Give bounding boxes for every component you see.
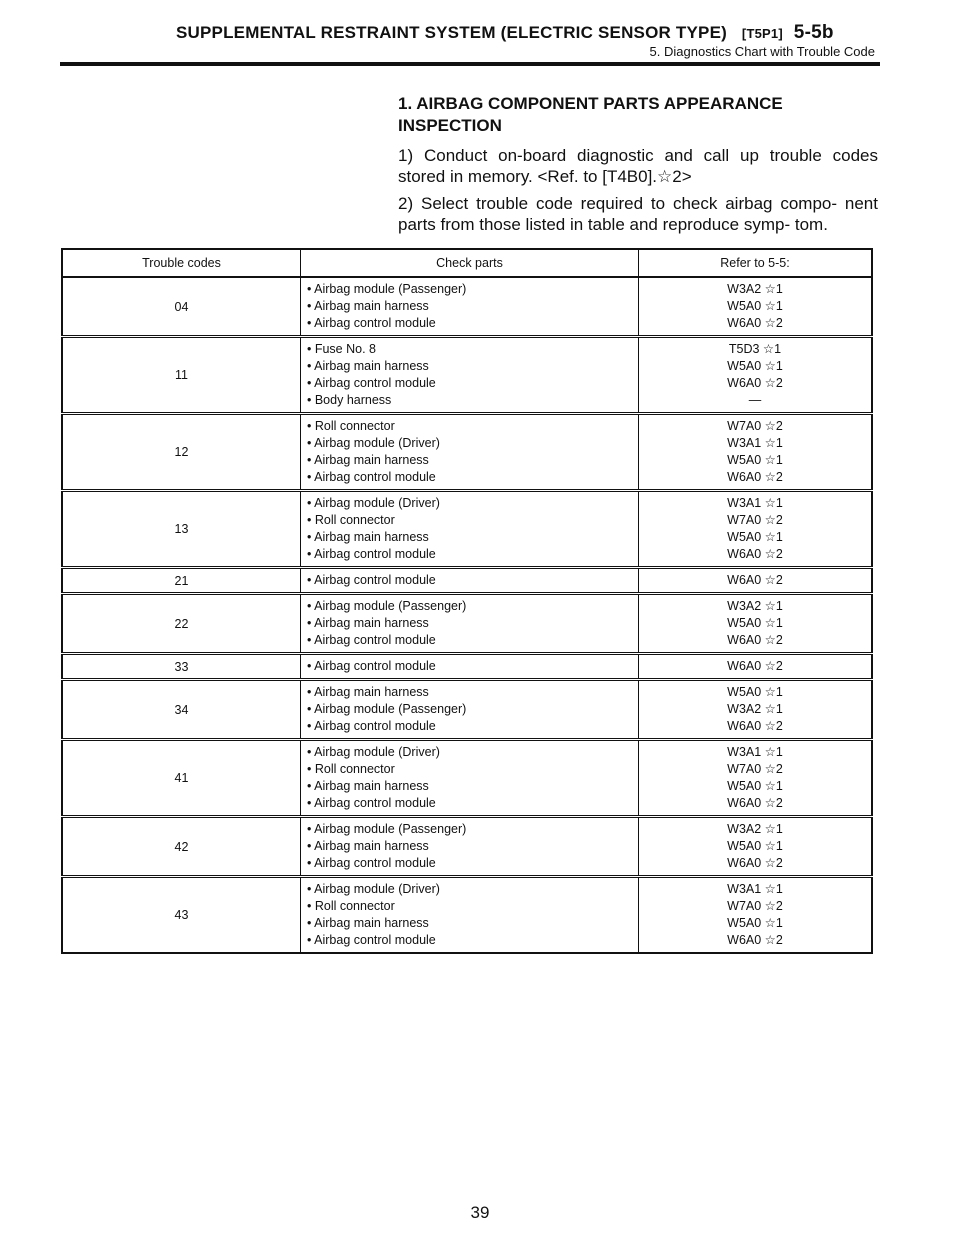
reference-item: W5A0 ☆1 — [727, 839, 783, 853]
trouble-code-cell: 41 — [62, 740, 301, 817]
reference-item: W6A0 ☆2 — [727, 933, 783, 947]
reference-item: W7A0 ☆2 — [727, 419, 783, 433]
reference-item: W6A0 ☆2 — [727, 856, 783, 870]
reference-item: W5A0 ☆1 — [727, 359, 783, 373]
reference-item: W3A1 ☆1 — [727, 745, 783, 759]
check-part-item: • Airbag control module — [307, 633, 436, 647]
check-parts-cell — [301, 740, 639, 817]
page-number: 39 — [470, 1203, 490, 1222]
reference-item: W7A0 ☆2 — [727, 899, 783, 913]
table-row — [62, 654, 872, 680]
table-row — [62, 740, 872, 817]
trouble-code-cell: 42 — [62, 817, 301, 877]
refer-to-cell — [639, 337, 873, 414]
table-row — [62, 877, 872, 954]
refer-to-cell — [639, 277, 873, 337]
inspection-section — [398, 93, 878, 241]
reference-item: W5A0 ☆1 — [727, 530, 783, 544]
reference-item: W3A2 ☆1 — [727, 822, 783, 836]
header-trouble-codes: Trouble codes — [62, 249, 301, 277]
reference-item: W6A0 ☆2 — [727, 470, 783, 484]
reference-item: W3A1 ☆1 — [727, 882, 783, 896]
table-row — [62, 277, 872, 337]
reference-item: W3A2 ☆1 — [727, 599, 783, 613]
reference-item: W6A0 ☆2 — [727, 719, 783, 733]
check-parts-cell — [301, 680, 639, 740]
check-part-item: • Airbag control module — [307, 659, 436, 673]
check-part-item: • Fuse No. 8 — [307, 342, 376, 356]
check-parts-cell — [301, 654, 639, 680]
table-row — [62, 414, 872, 491]
check-part-item: • Airbag main harness — [307, 779, 429, 793]
check-part-item: • Airbag module (Passenger) — [307, 599, 467, 613]
trouble-code-cell: 43 — [62, 877, 301, 954]
check-part-item: • Airbag control module — [307, 856, 436, 870]
check-parts-cell — [301, 568, 639, 594]
reference-item: W3A1 ☆1 — [727, 436, 783, 450]
check-part-item: • Airbag main harness — [307, 359, 429, 373]
reference-item: T5D3 ☆1 — [728, 342, 782, 356]
check-part-item: • Airbag module (Driver) — [307, 496, 440, 510]
check-part-item: • Airbag module (Driver) — [307, 745, 440, 759]
check-part-item: • Airbag main harness — [307, 616, 429, 630]
trouble-code-cell: 21 — [62, 568, 301, 594]
check-part-item: • Airbag control module — [307, 376, 436, 390]
check-part-item: • Airbag control module — [307, 470, 436, 484]
check-part-item: • Roll connector — [307, 762, 395, 776]
header-divider — [60, 62, 880, 66]
check-parts-cell — [301, 817, 639, 877]
reference-item: — — [748, 393, 762, 407]
check-part-item: • Airbag control module — [307, 547, 436, 561]
check-part-item: • Airbag module (Driver) — [307, 882, 440, 896]
check-part-item: • Roll connector — [307, 419, 395, 433]
trouble-code-cell: 22 — [62, 594, 301, 654]
table-row — [62, 337, 872, 414]
table-row — [62, 594, 872, 654]
check-part-item: • Airbag main harness — [307, 839, 429, 853]
refer-to-cell — [639, 817, 873, 877]
table-row — [62, 680, 872, 740]
check-part-item: • Roll connector — [307, 513, 395, 527]
check-part-item: • Airbag control module — [307, 316, 436, 330]
check-parts-cell — [301, 877, 639, 954]
check-part-item: • Airbag control module — [307, 933, 436, 947]
table-row — [62, 568, 872, 594]
reference-item: W7A0 ☆2 — [727, 762, 783, 776]
section-title: 1. AIRBAG COMPONENT PARTS APPEARANCE INSPECTION — [398, 94, 783, 135]
check-part-item: • Airbag control module — [307, 573, 436, 587]
header-page-label: 5-5b — [793, 22, 834, 43]
step-1-text: 1) Conduct on-board diagnostic and call up trouble codes stored in memory. <Ref. to [T4B0].☆2> — [398, 146, 878, 186]
check-parts-cell — [301, 337, 639, 414]
page-header-title — [176, 22, 834, 44]
reference-item: W5A0 ☆1 — [727, 299, 783, 313]
check-part-item: • Airbag module (Passenger) — [307, 702, 467, 716]
reference-item: W5A0 ☆1 — [727, 616, 783, 630]
reference-item: W5A0 ☆1 — [727, 685, 783, 699]
check-part-item: • Airbag control module — [307, 796, 436, 810]
trouble-code-cell: 34 — [62, 680, 301, 740]
header-check-parts: Check parts — [301, 249, 639, 277]
reference-item: W6A0 ☆2 — [727, 316, 783, 330]
trouble-code-cell: 13 — [62, 491, 301, 568]
refer-to-cell — [639, 491, 873, 568]
refer-to-cell — [639, 680, 873, 740]
header-subtitle: 5. Diagnostics Chart with Trouble Code — [649, 44, 875, 59]
trouble-code-cell: 12 — [62, 414, 301, 491]
reference-item: W6A0 ☆2 — [727, 547, 783, 561]
reference-item: W6A0 ☆2 — [727, 633, 783, 647]
check-parts-cell — [301, 594, 639, 654]
table-row — [62, 817, 872, 877]
header-code: [T5P1] — [741, 26, 783, 41]
header-title-text: SUPPLEMENTAL RESTRAINT SYSTEM (ELECTRIC SENSOR TYPE) — [176, 23, 727, 42]
check-part-item: • Roll connector — [307, 899, 395, 913]
trouble-code-cell: 11 — [62, 337, 301, 414]
check-parts-cell — [301, 277, 639, 337]
check-parts-cell — [301, 491, 639, 568]
trouble-code-table — [61, 248, 873, 954]
refer-to-cell — [639, 654, 873, 680]
check-part-item: • Body harness — [307, 393, 392, 407]
trouble-code-cell: 33 — [62, 654, 301, 680]
refer-to-cell — [639, 568, 873, 594]
refer-to-cell — [639, 740, 873, 817]
check-part-item: • Airbag control module — [307, 719, 436, 733]
check-part-item: • Airbag module (Passenger) — [307, 282, 467, 296]
step-2-text: 2) Select trouble code required to check airbag compo- nent parts from those listed in table and reproduce symp- tom. — [398, 194, 878, 234]
check-part-item: • Airbag main harness — [307, 916, 429, 930]
trouble-code-cell: 04 — [62, 277, 301, 337]
reference-item: W6A0 ☆2 — [727, 659, 783, 673]
refer-to-cell — [639, 594, 873, 654]
reference-item: W5A0 ☆1 — [727, 916, 783, 930]
table-row — [62, 491, 872, 568]
header-refer-to: Refer to 5-5: — [639, 249, 873, 277]
check-part-item: • Airbag main harness — [307, 685, 429, 699]
reference-item: W5A0 ☆1 — [727, 779, 783, 793]
refer-to-cell — [639, 877, 873, 954]
table-body — [62, 277, 872, 953]
reference-item: W6A0 ☆2 — [727, 376, 783, 390]
check-part-item: • Airbag main harness — [307, 299, 429, 313]
reference-item: W5A0 ☆1 — [727, 453, 783, 467]
reference-item: W6A0 ☆2 — [727, 796, 783, 810]
table-header-row — [62, 249, 872, 277]
reference-item: W7A0 ☆2 — [727, 513, 783, 527]
reference-item: W3A2 ☆1 — [727, 702, 783, 716]
refer-to-cell — [639, 414, 873, 491]
reference-item: W3A2 ☆1 — [727, 282, 783, 296]
check-part-item: • Airbag main harness — [307, 530, 429, 544]
check-part-item: • Airbag module (Passenger) — [307, 822, 467, 836]
check-part-item: • Airbag main harness — [307, 453, 429, 467]
reference-item: W3A1 ☆1 — [727, 496, 783, 510]
reference-item: W6A0 ☆2 — [727, 573, 783, 587]
check-parts-cell — [301, 414, 639, 491]
check-part-item: • Airbag module (Driver) — [307, 436, 440, 450]
